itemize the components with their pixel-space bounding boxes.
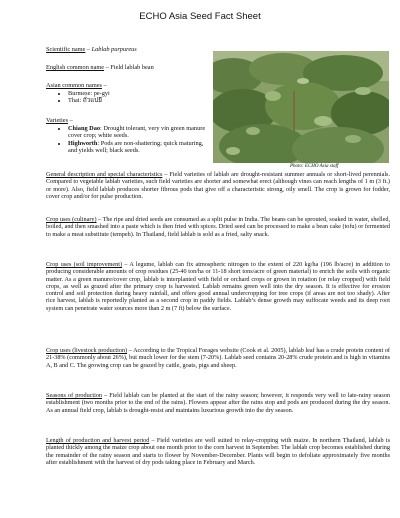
section-label: Crop uses (livestock production) (46, 347, 128, 354)
varieties-sep: – (68, 117, 73, 124)
section-label: Crop uses (culinary) (46, 216, 97, 223)
asian-name-value: pe-gyi (93, 89, 110, 97)
section-general-description (46, 171, 390, 200)
photo-caption: Photo: ECHO Asia staff (290, 164, 339, 169)
varieties-label: Varieties (46, 117, 69, 124)
section-seasons-of-production (46, 392, 390, 414)
section-crop-uses-livestock (46, 347, 390, 369)
asian-name-value: ถั่วแปยี (82, 97, 102, 105)
asian-names-label: Asian common names (46, 82, 102, 89)
section-label: Length of production and harvest period (46, 437, 150, 444)
list-item (68, 125, 206, 140)
variety-desc: : Drought tolerant, very vin green manure cover crop; white seeds. (68, 124, 206, 140)
english-name-label: English common name (46, 64, 105, 71)
scientific-name-line (46, 46, 137, 54)
section-text: – According to the Tropical Forages website (Cook et al. 2005), lablab leaf has a crude protein content of 21-38% (commonly about 26%), but much lower for the stem (7-20%). Lablab seed contains 20-28% crude protein and is high in vitamins A, B and C. The growing crop can be grazed by cattle, goats, pigs and sheep. (46, 347, 390, 369)
section-text: – A legume, lablab can fix atmospheric nitrogen to the extent of 220 kg/ha (196 lb/acre) in addition to producing considerable amounts of crop residues (25-40 ton/ha or 11-18 short tons/acre of green material) to enrich the soils with organic matter. As a green manure/cover crop, lablab is interplanted with field or orchard crops or grown in rotation (or relay cropped) with field crops, as well as grazed after the primary crop is harvested. Lablab remains green well into the dry season. It is effective for erosion control and soil protection during heavy rainfall, and offers good annual undercropping for tree crops (if areas are not too shady). After rice harvest, lablab is reportedly planted as a second crop in paddy fields. Lablab’s dense growth may suffocate weeds and its deep root system can penetrate water sources more than 2 m (7 ft) below the surface. (46, 261, 390, 312)
varieties-list (46, 125, 206, 155)
section-label: Crop uses (soil improvement) (46, 261, 123, 268)
section-label: Seasons of production (46, 392, 103, 399)
section-crop-uses-soil (46, 261, 390, 312)
variety-name: Highworth (68, 139, 98, 147)
section-length-of-production (46, 437, 390, 466)
section-label: General description and special characteristics (46, 171, 163, 178)
asian-name-lang: Thai: (68, 97, 82, 105)
page-title: ECHO Asia Seed Fact Sheet (139, 11, 261, 22)
section-text: – Field varieties are well suited to relay-cropping with maize. In northern Thailand, lablab is planted thickly among the maize crop about one month prior to the corn harvest in September. The lablab crop becomes established during the remainder of the rainy season and starts to flower by November-December. Plants will begin to defoliate approximately five months after establishment with the harvest of dry pods taking place in February and March. (46, 437, 390, 466)
section-text: – The ripe and dried seeds are consumed as a split pulse in India. The beans can be sprouted, soaked in water, shelled, boiled, and then smashed into a paste which is then fried with spices. Dried seed can be processed to make a bean cake (tofu) or fermented to make a meat substitute (tempeh). In Thailand, field lablab is sold as a fried, salty snack. (46, 216, 390, 238)
english-name-value: Field lablab bean (110, 64, 154, 71)
list-item (68, 97, 206, 105)
variety-name: Chiang Dao (68, 124, 101, 132)
photo-illustration (213, 51, 389, 163)
english-name-line (46, 64, 154, 72)
varieties-block (46, 117, 206, 155)
section-crop-uses-culinary (46, 216, 390, 238)
scientific-name-label: Scientific name (46, 46, 86, 53)
asian-name-lang: Burmese: (68, 89, 93, 97)
asian-names-list (46, 90, 206, 105)
scientific-name-sep: – (85, 46, 92, 53)
asian-names-sep: – (101, 82, 107, 89)
lablab-field-photo (213, 51, 389, 163)
english-name-sep: – (104, 64, 111, 71)
list-item (68, 140, 206, 155)
variety-desc: : Pods are non-shattering; quick maturing, and yields well; black seeds. (68, 139, 204, 155)
asian-names-block (46, 82, 206, 105)
scientific-name-value: Lablab purpureus (91, 46, 137, 53)
section-text: – Field varieties of lablab are drought-resistant summer annuals or short-lived perennials. Compared to vegetable lablab varieties, such field varieties are shorter and somewhat erect (although vines can reach lengths of 1 m (3 ft.) or more). Also, field lablab produces shorter fibrous pods that give off a characteristic strong, oily smell. The crop is grown for fodder, cover crop and/or for pulse production. (46, 171, 390, 200)
section-text: – Field lablab can be planted at the start of the rainy season; however, it responds very well to late-rainy season establishment (two months prior to the end of the rains). Flowers appear after the rains stop and pods are produced during the dry season. As an annual field crop, lablab is drought-resist and maintains luxurious growth into the dry season. (46, 392, 390, 414)
